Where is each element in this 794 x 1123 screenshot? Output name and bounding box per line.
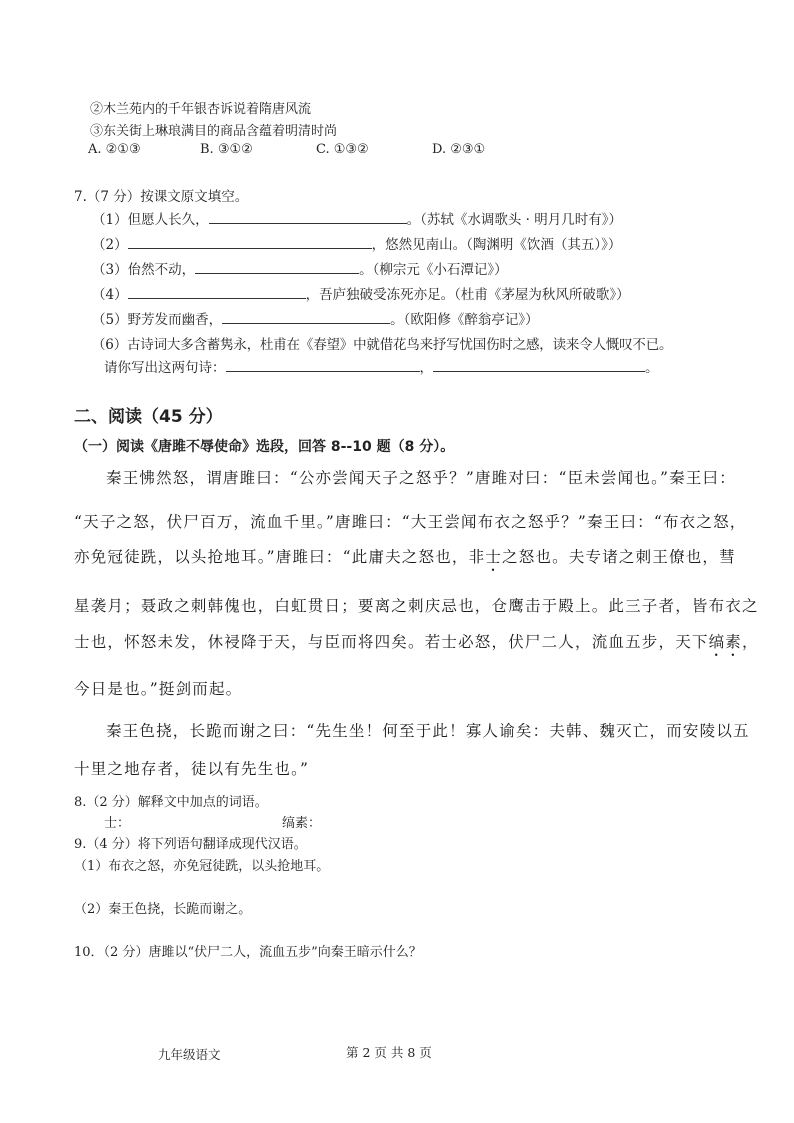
q8-term-gaosu: 缟素： xyxy=(282,816,322,831)
q8-term-shi: 士： xyxy=(104,816,131,831)
q7-item-6-prefix: 请你写出这两句诗： xyxy=(104,360,226,376)
passage-line: 今日是也。”挺剑而起。 xyxy=(74,680,243,698)
q6-statement-2: ②木兰苑内的千年银杏诉说着隋唐风流 xyxy=(90,102,312,117)
q7-item-6-end: 。 xyxy=(645,360,659,376)
q7-item-2-suffix: ，悠然见南山。（陶渊明《饮酒（其五）》） xyxy=(371,237,622,253)
q7-item-2-prefix: （2） xyxy=(92,237,128,253)
q7-item-1-suffix: 。（苏轼《水调歌头 · 明月几时有》） xyxy=(406,212,622,228)
q7-item-3-prefix: （3）佁然不动， xyxy=(92,262,196,278)
q7-item-6-comma: ， xyxy=(419,360,433,376)
q7-item-6-line-1: （6）古诗词大多含蓄隽永，杜甫在《春望》中就借花鸟来抒写忧国伤时之感，读来令人慨叹不已。 xyxy=(92,337,673,353)
q7-item-5-suffix: 。（欧阳修《醉翁亭记》） xyxy=(390,312,539,328)
dotted-word-gaosu: 缟素 xyxy=(708,633,743,651)
q7-item-3 xyxy=(92,258,508,278)
passage-line: “天子之怒，伏尸百万，流血千里。”唐雎曰：“大王尝闻布衣之怒乎？”秦王曰：“布衣之怒， xyxy=(74,513,747,531)
q7-item-2 xyxy=(92,233,621,253)
passage-line: 秦王怫然怒，谓唐雎曰：“公亦尝闻天子之怒乎？”唐雎对曰：“臣未尝闻也。”秦王曰： xyxy=(106,469,736,487)
passage-text: 亦免冠徒跣，以头抢地耳。”唐雎曰：“此庸夫之怒也，非 xyxy=(74,548,486,566)
passage-line xyxy=(74,545,736,575)
footer-subject: 九年级语文 xyxy=(158,1047,221,1062)
q7-item-4 xyxy=(92,283,630,303)
passage-text: 士也，怀怒未发，休祲降于天，与臣而将四矣。若士必怒，伏尸二人，流血五步，天下 xyxy=(74,633,709,651)
passage-line xyxy=(74,630,759,660)
q7-item-6-blank-1[interactable] xyxy=(226,357,420,372)
passage-line: 十里之地存者，徒以有先生也。” xyxy=(74,760,310,778)
reading-part-1-title: （一）阅读《唐雎不辱使命》选段，回答 8--10 题（8 分）。 xyxy=(74,439,455,455)
q7-item-5-prefix: （5）野芳发而幽香， xyxy=(92,312,223,328)
q7-item-6-line-2 xyxy=(104,356,659,376)
q7-item-4-suffix: ，吾庐独破受冻死亦足。（杜甫《茅屋为秋风所破歌》） xyxy=(305,287,630,303)
q6-statement-3: ③东关街上琳琅满目的商品含蕴着明清时尚 xyxy=(90,124,338,139)
q6-option-a: A. ②①③ xyxy=(88,142,141,157)
passage-line: 星袭月；聂政之刺韩傀也，白虹贯日；要离之刺庆忌也，仓鹰击于殿上。此三子者，皆布衣之 xyxy=(74,597,759,615)
dotted-word-shi: 士 xyxy=(485,548,503,566)
q9-stem: 9.（4 分）将下列语句翻译成现代汉语。 xyxy=(74,837,307,852)
q7-item-6-blank-2[interactable] xyxy=(433,357,645,372)
q6-option-b: B. ③①② xyxy=(200,142,253,157)
q7-item-1-prefix: （1）但愿人长久， xyxy=(92,212,209,228)
footer-page-number: 第 2 页 共 8 页 xyxy=(346,1045,432,1060)
q10-stem: 10．（2 分）唐雎以“伏尸二人，流血五步”向秦王暗示什么？ xyxy=(74,945,422,960)
passage-text: 之怒也。夫专诸之刺王僚也，彗 xyxy=(502,548,736,566)
q7-stem: 7.（7 分）按课文原文填空。 xyxy=(74,189,249,205)
q7-item-5 xyxy=(92,308,539,328)
q7-item-3-suffix: 。（柳宗元《小石潭记》） xyxy=(359,262,508,278)
q7-item-2-blank[interactable] xyxy=(128,234,372,249)
q7-item-3-blank[interactable] xyxy=(195,259,359,274)
passage-line: 秦王色挠，长跪而谢之曰：“先生坐！何至于此！寡人谕矣：夫韩、魏灭亡，而安陵以五 xyxy=(106,722,750,740)
q7-item-1 xyxy=(92,208,622,228)
q7-item-4-prefix: （4） xyxy=(92,287,128,303)
q6-option-d: D. ②③① xyxy=(432,142,486,157)
q6-option-c: C. ①③② xyxy=(316,142,369,157)
q9-item-2: （2）秦王色挠，长跪而谢之。 xyxy=(74,902,252,917)
passage-text: ， xyxy=(742,633,759,651)
q9-item-1: （1）布衣之怒，亦免冠徒跣，以头抢地耳。 xyxy=(74,859,330,874)
q7-item-1-blank[interactable] xyxy=(209,209,407,224)
q7-item-4-blank[interactable] xyxy=(128,284,306,299)
q7-item-5-blank[interactable] xyxy=(222,309,390,324)
q8-stem: 8.（2 分）解释文中加点的词语。 xyxy=(74,795,268,810)
section-2-title: 二、阅读（45 分） xyxy=(74,407,223,427)
